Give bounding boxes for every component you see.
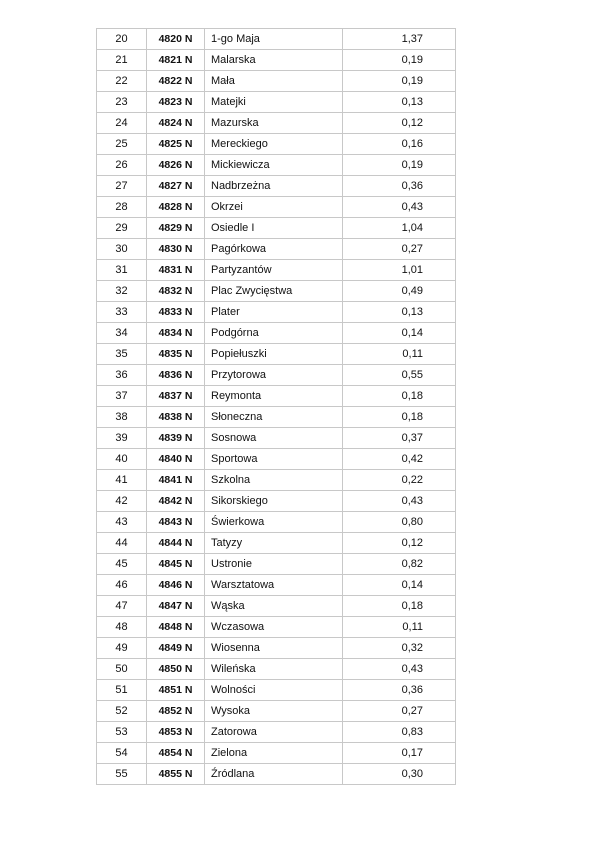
table-row — [97, 617, 456, 638]
length-value-cell: 0,80 — [343, 512, 456, 533]
road-code-cell: 4849 N — [147, 638, 205, 659]
table-row — [97, 764, 456, 785]
road-code-cell: 4841 N — [147, 470, 205, 491]
row-number-cell: 37 — [97, 386, 147, 407]
length-value-cell: 0,43 — [343, 197, 456, 218]
row-number-cell: 41 — [97, 470, 147, 491]
length-value-cell: 0,13 — [343, 302, 456, 323]
road-code-cell: 4822 N — [147, 71, 205, 92]
row-number-cell: 29 — [97, 218, 147, 239]
length-value-cell: 0,36 — [343, 176, 456, 197]
table-row — [97, 449, 456, 470]
row-number-cell: 48 — [97, 617, 147, 638]
row-number-cell: 31 — [97, 260, 147, 281]
road-code-cell: 4838 N — [147, 407, 205, 428]
road-code-cell: 4851 N — [147, 680, 205, 701]
table-row — [97, 428, 456, 449]
table-row — [97, 197, 456, 218]
row-number-cell: 36 — [97, 365, 147, 386]
street-name-cell: Partyzantów — [205, 260, 343, 281]
road-code-cell: 4853 N — [147, 722, 205, 743]
road-code-cell: 4834 N — [147, 323, 205, 344]
row-number-cell: 50 — [97, 659, 147, 680]
street-name-cell: Wysoka — [205, 701, 343, 722]
length-value-cell: 0,14 — [343, 323, 456, 344]
row-number-cell: 25 — [97, 134, 147, 155]
table-row — [97, 113, 456, 134]
length-value-cell: 1,04 — [343, 218, 456, 239]
street-name-cell: Okrzei — [205, 197, 343, 218]
street-name-cell: Malarska — [205, 50, 343, 71]
street-name-cell: 1-go Maja — [205, 29, 343, 50]
street-name-cell: Wczasowa — [205, 617, 343, 638]
row-number-cell: 39 — [97, 428, 147, 449]
length-value-cell: 0,37 — [343, 428, 456, 449]
table-row — [97, 155, 456, 176]
street-name-cell: Mickiewicza — [205, 155, 343, 176]
street-name-cell: Tatyzy — [205, 533, 343, 554]
road-code-cell: 4829 N — [147, 218, 205, 239]
road-code-cell: 4828 N — [147, 197, 205, 218]
row-number-cell: 28 — [97, 197, 147, 218]
street-name-cell: Nadbrzeżna — [205, 176, 343, 197]
table-row — [97, 92, 456, 113]
table-row — [97, 512, 456, 533]
table-row — [97, 344, 456, 365]
length-value-cell: 0,18 — [343, 407, 456, 428]
length-value-cell: 0,27 — [343, 701, 456, 722]
table-body — [97, 29, 456, 785]
street-name-cell: Popiełuszki — [205, 344, 343, 365]
table-row — [97, 680, 456, 701]
street-name-cell: Ustronie — [205, 554, 343, 575]
row-number-cell: 30 — [97, 239, 147, 260]
road-code-cell: 4855 N — [147, 764, 205, 785]
table-row — [97, 260, 456, 281]
length-value-cell: 0,36 — [343, 680, 456, 701]
row-number-cell: 34 — [97, 323, 147, 344]
table-row — [97, 638, 456, 659]
row-number-cell: 38 — [97, 407, 147, 428]
length-value-cell: 0,27 — [343, 239, 456, 260]
length-value-cell: 0,83 — [343, 722, 456, 743]
length-value-cell: 0,11 — [343, 344, 456, 365]
street-name-cell: Przytorowa — [205, 365, 343, 386]
table-row — [97, 176, 456, 197]
street-name-cell: Plater — [205, 302, 343, 323]
street-name-cell: Podgórna — [205, 323, 343, 344]
length-value-cell: 0,17 — [343, 743, 456, 764]
table-row — [97, 71, 456, 92]
table-row — [97, 239, 456, 260]
length-value-cell: 0,18 — [343, 596, 456, 617]
road-code-cell: 4827 N — [147, 176, 205, 197]
length-value-cell: 0,14 — [343, 575, 456, 596]
length-value-cell: 0,19 — [343, 50, 456, 71]
length-value-cell: 0,19 — [343, 71, 456, 92]
row-number-cell: 26 — [97, 155, 147, 176]
road-code-cell: 4840 N — [147, 449, 205, 470]
length-value-cell: 0,13 — [343, 92, 456, 113]
street-name-cell: Osiedle I — [205, 218, 343, 239]
length-value-cell: 0,82 — [343, 554, 456, 575]
row-number-cell: 42 — [97, 491, 147, 512]
length-value-cell: 0,22 — [343, 470, 456, 491]
table-row — [97, 491, 456, 512]
row-number-cell: 46 — [97, 575, 147, 596]
street-name-cell: Wiosenna — [205, 638, 343, 659]
road-code-cell: 4839 N — [147, 428, 205, 449]
road-code-cell: 4830 N — [147, 239, 205, 260]
row-number-cell: 32 — [97, 281, 147, 302]
road-code-cell: 4844 N — [147, 533, 205, 554]
table-row — [97, 386, 456, 407]
row-number-cell: 44 — [97, 533, 147, 554]
row-number-cell: 51 — [97, 680, 147, 701]
length-value-cell: 0,12 — [343, 113, 456, 134]
row-number-cell: 54 — [97, 743, 147, 764]
row-number-cell: 43 — [97, 512, 147, 533]
roads-table — [96, 28, 456, 785]
table-row — [97, 470, 456, 491]
row-number-cell: 24 — [97, 113, 147, 134]
row-number-cell: 47 — [97, 596, 147, 617]
road-code-cell: 4846 N — [147, 575, 205, 596]
length-value-cell: 1,01 — [343, 260, 456, 281]
street-name-cell: Świerkowa — [205, 512, 343, 533]
length-value-cell: 0,30 — [343, 764, 456, 785]
road-code-cell: 4843 N — [147, 512, 205, 533]
table-row — [97, 365, 456, 386]
road-code-cell: 4823 N — [147, 92, 205, 113]
street-name-cell: Wolności — [205, 680, 343, 701]
table-row — [97, 323, 456, 344]
street-name-cell: Wąska — [205, 596, 343, 617]
street-name-cell: Sikorskiego — [205, 491, 343, 512]
street-name-cell: Mała — [205, 71, 343, 92]
row-number-cell: 52 — [97, 701, 147, 722]
table-row — [97, 407, 456, 428]
table-row — [97, 134, 456, 155]
length-value-cell: 0,11 — [343, 617, 456, 638]
table-row — [97, 533, 456, 554]
road-code-cell: 4845 N — [147, 554, 205, 575]
road-code-cell: 4837 N — [147, 386, 205, 407]
length-value-cell: 0,55 — [343, 365, 456, 386]
road-code-cell: 4835 N — [147, 344, 205, 365]
table-row — [97, 659, 456, 680]
road-code-cell: 4832 N — [147, 281, 205, 302]
road-code-cell: 4847 N — [147, 596, 205, 617]
road-code-cell: 4826 N — [147, 155, 205, 176]
street-name-cell: Warsztatowa — [205, 575, 343, 596]
street-name-cell: Słoneczna — [205, 407, 343, 428]
roads-table-grid — [96, 28, 456, 785]
street-name-cell: Pagórkowa — [205, 239, 343, 260]
table-row — [97, 281, 456, 302]
road-code-cell: 4825 N — [147, 134, 205, 155]
length-value-cell: 0,18 — [343, 386, 456, 407]
row-number-cell: 20 — [97, 29, 147, 50]
table-row — [97, 722, 456, 743]
row-number-cell: 45 — [97, 554, 147, 575]
table-row — [97, 50, 456, 71]
table-row — [97, 29, 456, 50]
row-number-cell: 22 — [97, 71, 147, 92]
row-number-cell: 49 — [97, 638, 147, 659]
row-number-cell: 40 — [97, 449, 147, 470]
table-row — [97, 302, 456, 323]
length-value-cell: 0,16 — [343, 134, 456, 155]
street-name-cell: Mereckiego — [205, 134, 343, 155]
street-name-cell: Sportowa — [205, 449, 343, 470]
street-name-cell: Matejki — [205, 92, 343, 113]
length-value-cell: 0,43 — [343, 659, 456, 680]
street-name-cell: Źródlana — [205, 764, 343, 785]
table-row — [97, 596, 456, 617]
street-name-cell: Plac Zwycięstwa — [205, 281, 343, 302]
row-number-cell: 53 — [97, 722, 147, 743]
row-number-cell: 55 — [97, 764, 147, 785]
road-code-cell: 4824 N — [147, 113, 205, 134]
road-code-cell: 4852 N — [147, 701, 205, 722]
row-number-cell: 21 — [97, 50, 147, 71]
street-name-cell: Reymonta — [205, 386, 343, 407]
road-code-cell: 4842 N — [147, 491, 205, 512]
street-name-cell: Sosnowa — [205, 428, 343, 449]
table-row — [97, 218, 456, 239]
length-value-cell: 0,12 — [343, 533, 456, 554]
length-value-cell: 0,32 — [343, 638, 456, 659]
road-code-cell: 4820 N — [147, 29, 205, 50]
road-code-cell: 4831 N — [147, 260, 205, 281]
road-code-cell: 4833 N — [147, 302, 205, 323]
length-value-cell: 0,19 — [343, 155, 456, 176]
street-name-cell: Szkolna — [205, 470, 343, 491]
street-name-cell: Wileńska — [205, 659, 343, 680]
row-number-cell: 23 — [97, 92, 147, 113]
row-number-cell: 33 — [97, 302, 147, 323]
road-code-cell: 4850 N — [147, 659, 205, 680]
length-value-cell: 1,37 — [343, 29, 456, 50]
street-name-cell: Mazurska — [205, 113, 343, 134]
road-code-cell: 4854 N — [147, 743, 205, 764]
street-name-cell: Zatorowa — [205, 722, 343, 743]
table-row — [97, 554, 456, 575]
row-number-cell: 27 — [97, 176, 147, 197]
length-value-cell: 0,43 — [343, 491, 456, 512]
road-code-cell: 4821 N — [147, 50, 205, 71]
table-row — [97, 575, 456, 596]
row-number-cell: 35 — [97, 344, 147, 365]
road-code-cell: 4836 N — [147, 365, 205, 386]
length-value-cell: 0,49 — [343, 281, 456, 302]
table-row — [97, 701, 456, 722]
length-value-cell: 0,42 — [343, 449, 456, 470]
road-code-cell: 4848 N — [147, 617, 205, 638]
street-name-cell: Zielona — [205, 743, 343, 764]
table-row — [97, 743, 456, 764]
